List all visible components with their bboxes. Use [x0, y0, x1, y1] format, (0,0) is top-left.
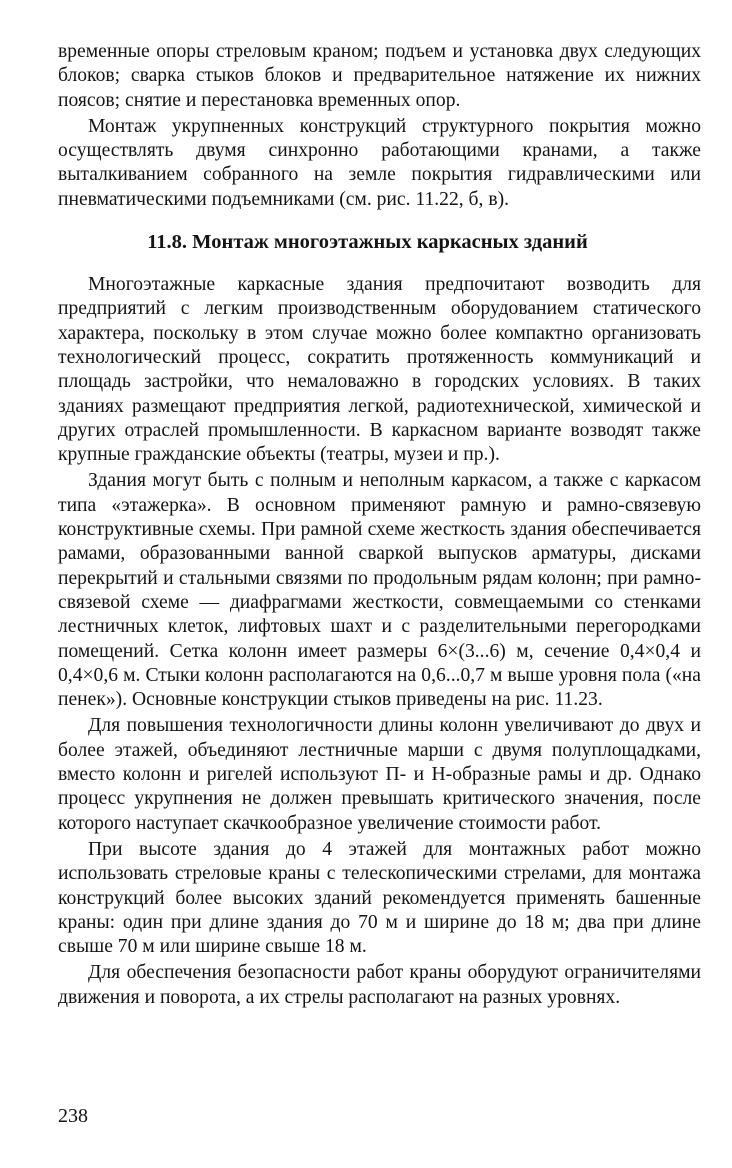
section-heading: 11.8. Монтаж многоэтажных каркасных зданий: [147, 231, 588, 254]
page-body: [58, 40, 701, 1010]
paragraph-frame-schemes: Здания могут быть с полным и неполным каркасом, а также с каркасом типа «этажерка». В основном применяют рамную и рамно-связевую конструктивные схемы. При рамной схеме жесткость здания обеспечивается рамами, образованными ванной сваркой выпусков арматуры, дисками перекрытий и стальными связями по продольным рядам колонн; при рамно-связевой схеме — диафрагмами жесткости, совмещаемыми со стенками лестничных клеток, лифтовых шахт и с разделительными перегородками помещений. Сетка колонн имеет размеры 6×(3...6) м, сечение 0,4×0,4 и 0,4×0,6 м. Стыки колонн располагаются на 0,6...0,7 м выше уровня пола («на пенек»). Основные конструкции стыков приведены на рис. 11.23.: [58, 470, 701, 711]
paragraph-safety: Для обеспечения безопасности работ краны оборудуют ограничителями движения и поворота, а их стрелы располагают на разных уровнях.: [58, 962, 701, 1008]
paragraph-cranes: При высоте здания до 4 этажей для монтажных работ можно использовать стреловые краны с телескопическими стрелами, для монтажа конструкций более высоких зданий рекомендуется применять башенные краны: один при длине здания до 70 м и ширине до 18 м; два при длине свыше 70 м или ширине свыше 18 м.: [58, 838, 701, 958]
paragraph-multistorey-buildings: Многоэтажные каркасные здания предпочитают возводить для предприятий с легким производственным оборудованием статического характера, поскольку в этом случае можно более компактно организовать технологический процесс, сократить протяженность коммуникаций и площадь застройки, что немаловажно в городских условиях. В таких зданиях размещают предприятия легкой, радиотехнической, химической и других отраслей промышленности. В каркасном варианте возводят также крупные гражданские объекты (театры, музеи и пр.).: [58, 274, 701, 466]
paragraph-continued: временные опоры стреловым краном; подъем и установка двух следующих блоков; сварка стыков блоков и предварительное натяжение их нижних поясов; снятие и перестановка временных опор.: [58, 41, 701, 111]
paragraph-enlargement: Для повышения технологичности длины колонн увеличивают до двух и более этажей, объединяют лестничные марши с двумя полуплощадками, вместо колонн и ригелей используют П- и Н-образные рамы и др. Однако процесс укрупнения не должен превышать критического значения, после которого наступает скачкообразное увеличение стоимости работ.: [58, 715, 701, 834]
paragraph-structural-roof: Монтаж укрупненных конструкций структурного покрытия можно осуществлять двумя синхронно работающими кранами, а также выталкиванием собранного на земле покрытия гидравлическими или пневматическими подъемниками (см. рис. 11.22, б, в).: [58, 115, 701, 210]
page-number: 238: [58, 1105, 88, 1127]
